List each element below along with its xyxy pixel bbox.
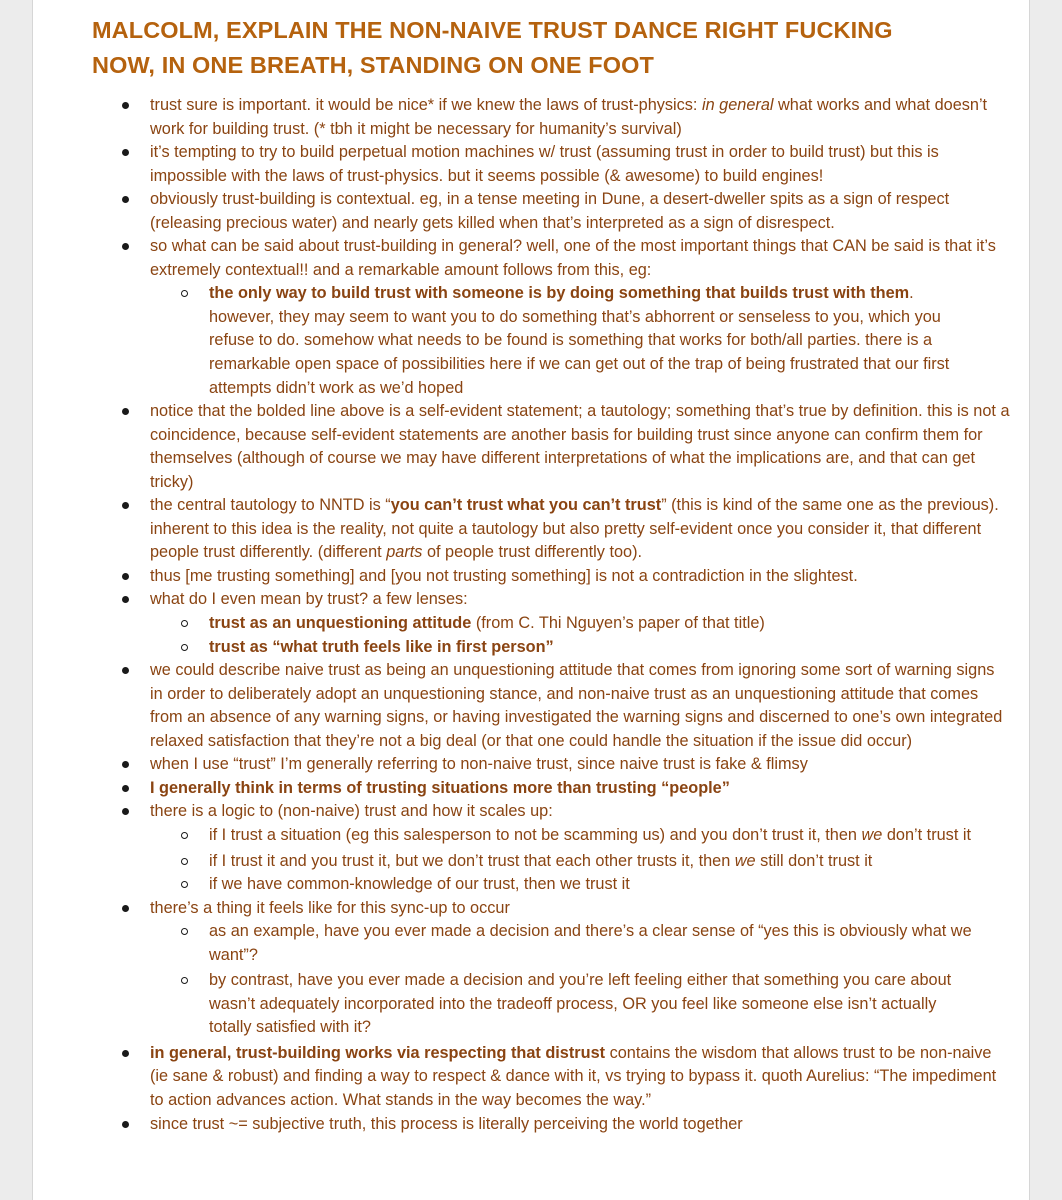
- list-item: [33, 1042, 1031, 1113]
- item-text: if I trust it and you trust it, but we don’t trust that each other trusts it, then: [209, 851, 735, 870]
- bold-text: in general, trust-building works via respecting that distrust: [150, 1043, 606, 1062]
- item-text: thus [me trusting something] and [you not trusting something] is not a contradiction in the slightest.: [150, 566, 858, 585]
- sub-list-item: [33, 282, 1031, 400]
- bold-text: the only way to build trust with someone is by doing something that builds trust with them: [209, 284, 910, 303]
- item-text: so what can be said about trust-building in general? well, one of the most important things that CAN be said is that it’s extremely contextual!! and a remarkable amount follows from this, eg:: [150, 237, 996, 279]
- item-text: obviously trust-building is contextual. eg, in a tense meeting in Dune, a desert-dweller spits as a sign of respect (releasing precious water) and nearly gets killed when that’s interpreted as a sign of disrespect.: [150, 190, 950, 232]
- item-text: contains the wisdom that allows trust to be non-naive (ie sane & robust) and finding a way to respect & dance with it, vs trying to bypass it. quoth Aurelius: “The impediment to action advances action. What stands in the way becomes the way.”: [150, 1043, 997, 1109]
- list-item: [33, 800, 1031, 824]
- list-item: [33, 777, 1031, 801]
- sub-list-item: [33, 920, 1031, 967]
- item-text: what do I even mean by trust? a few lenses:: [150, 590, 468, 609]
- list-item: [33, 897, 1031, 921]
- item-text: if I trust a situation (eg this salesperson to not be scamming us) and you don’t trust it, then: [209, 825, 862, 844]
- item-text: of people trust differently too).: [422, 543, 643, 562]
- sub-list-item: [33, 824, 1031, 848]
- sub-list-item: [33, 873, 1031, 897]
- bold-text: you can’t trust what you can’t trust: [390, 496, 662, 515]
- item-text: trust sure is important. it would be nice* if we knew the laws of trust-physics:: [150, 96, 702, 114]
- list-item: [33, 753, 1031, 777]
- sub-list-item: [33, 636, 1031, 660]
- item-text: by contrast, have you ever made a decision and you’re left feeling either that something you care about wasn’t adequately incorporated into the tradeoff process, OR you feel like someone else isn’t actually totally satisfied with it?: [209, 971, 952, 1037]
- item-text: if we have common-knowledge of our trust, then we trust it: [209, 875, 630, 894]
- italic-text: parts: [386, 543, 423, 562]
- bullet-list: [33, 94, 1031, 1136]
- italic-text: in general: [701, 96, 774, 114]
- item-text: . however, they may seem to want you to do something that’s abhorrent or senseless to you, which you refuse to do. somehow what needs to be found is something that works for both/all parties. there is a remarkable open space of possibilities here if we can get out of the trap of being frustrated that our first attempts didn’t work as we’d hoped: [209, 284, 950, 397]
- list-item: [33, 588, 1031, 612]
- item-text: the central tautology to NNTD is “: [150, 496, 391, 515]
- item-text: as an example, have you ever made a decision and there’s a clear sense of “yes this is obviously what we want”?: [209, 922, 972, 964]
- item-text: since trust ~= subjective truth, this process is literally perceiving the world together: [150, 1114, 743, 1133]
- item-text: what works and what doesn’t work for building trust. (* tbh it might be necessary for humanity’s survival): [150, 96, 988, 138]
- italic-text: we: [734, 851, 756, 870]
- bold-text: I generally think in terms of trusting situations more than trusting “people”: [150, 778, 730, 797]
- list-item: [33, 141, 1031, 188]
- item-text: (from C. Thi Nguyen’s paper of that title): [471, 614, 765, 633]
- page-title: MALCOLM, EXPLAIN THE NON-NAIVE TRUST DANCE RIGHT FUCKING NOW, IN ONE BREATH, STANDING ON ONE FOOT: [92, 17, 893, 78]
- bold-text: trust as an unquestioning attitude: [209, 614, 472, 633]
- list-item: [33, 494, 1031, 565]
- bold-text: trust as “what truth feels like in first person”: [209, 637, 554, 656]
- list-item: [33, 565, 1031, 589]
- sub-list-item: [33, 612, 1031, 636]
- item-text: it’s tempting to try to build perpetual motion machines w/ trust (assuming trust in order to build trust) but this is impossible with the laws of trust-physics. but it seems possible (& awesome) to build engines!: [150, 143, 939, 185]
- sub-list-item: [33, 969, 1031, 1040]
- list-item: [33, 659, 1031, 753]
- item-text: there’s a thing it feels like for this sync-up to occur: [150, 898, 510, 917]
- list-item: [33, 1113, 1031, 1137]
- item-text: when I use “trust” I’m generally referring to non-naive trust, since naive trust is fake & flimsy: [150, 755, 808, 774]
- list-item: [33, 235, 1031, 282]
- item-text: ” (this is kind of the same one as the previous). inherent to this idea is the reality, not quite a tautology but also pretty self-evident once you consider it, that different people trust differently. (different: [150, 496, 999, 562]
- list-item: [33, 400, 1031, 494]
- item-text: there is a logic to (non-naive) trust and how it scales up:: [150, 802, 553, 821]
- sub-list-item: [33, 850, 1031, 874]
- document-page: [32, 0, 1030, 1200]
- list-item: [33, 94, 1031, 141]
- item-text: notice that the bolded line above is a self-evident statement; a tautology; something that’s true by definition. this is not a coincidence, because self-evident statements are another basis for building trust since anyone can confirm them for themselves (although of course we may have different interpretations of what the implications are, and that can get tricky): [150, 402, 1010, 491]
- italic-text: we: [861, 825, 883, 844]
- item-text: still don’t trust it: [755, 851, 873, 870]
- item-text: don’t trust it: [882, 825, 972, 844]
- list-item: [33, 188, 1031, 235]
- item-text: we could describe naive trust as being an unquestioning attitude that comes from ignoring some sort of warning signs in order to deliberately adopt an unquestioning stance, and non-naive trust as an unquestioning attitude that comes from an absence of any warning signs, or having investigated the warning signs and discerned to one’s own integrated relaxed satisfaction that they’re not a big deal (or that one could handle the situation if the issue did occur): [150, 661, 1003, 750]
